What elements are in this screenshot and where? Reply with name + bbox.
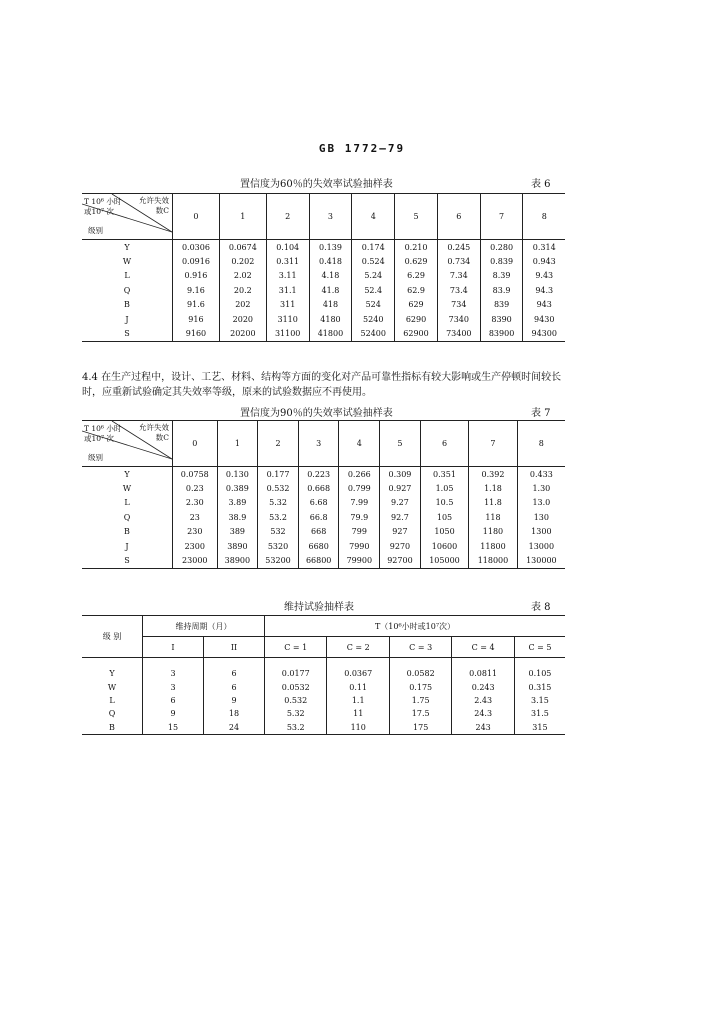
table6-diagonal-header xyxy=(82,194,173,240)
table8-period-header: 维持周期（月） xyxy=(143,616,265,637)
table8-grade: Q xyxy=(108,709,116,719)
table8-period-cell: 6 xyxy=(143,694,204,707)
table6-cell: 52400 xyxy=(352,326,395,341)
table7-cell: 130 xyxy=(517,510,565,524)
table8-c-col: C = 2 xyxy=(327,637,389,658)
table8-row xyxy=(82,658,565,681)
table7-diag-tr-2: 数C xyxy=(155,433,169,442)
table7-col-header: 8 xyxy=(517,421,565,467)
table7-cell: 23 xyxy=(173,510,218,524)
table6-cell: 20200 xyxy=(219,326,266,341)
table7-cell: 6680 xyxy=(298,539,339,553)
table7-cell: 118000 xyxy=(469,553,517,568)
table8-c-cell: 1.75 xyxy=(389,694,451,707)
table6-cell: 0.734 xyxy=(437,254,480,268)
table7-grade: J xyxy=(125,541,129,551)
table7-diagonal-header xyxy=(82,421,173,467)
table6-cell: 94.3 xyxy=(523,283,565,297)
table7-cell: 79900 xyxy=(339,553,380,568)
table7-diag-tr-1: 允许失效 xyxy=(139,423,169,432)
table6-grade: W xyxy=(122,257,132,267)
table6-diag-tl-1: T 10⁶ 小时 xyxy=(84,197,122,206)
table7-cell: 2300 xyxy=(173,539,218,553)
table8-c-cell: 0.175 xyxy=(389,680,451,693)
table7-grade: Q xyxy=(123,512,131,522)
table6-cell: 0.839 xyxy=(480,254,523,268)
table7-grade: W xyxy=(122,484,132,494)
table8-c-cell: 53.2 xyxy=(265,721,327,735)
table6-col-header: 3 xyxy=(309,194,352,240)
table8-grade: W xyxy=(107,682,117,692)
table6-cell: 20.2 xyxy=(219,283,266,297)
table7-label: 表 7 xyxy=(531,408,551,419)
table6-grade: J xyxy=(125,314,129,324)
table7-cell: 0.351 xyxy=(420,467,468,482)
table7-cell: 0.130 xyxy=(217,467,258,482)
table6-cell: 0.104 xyxy=(266,240,309,255)
table7-cell: 1.05 xyxy=(420,481,468,495)
table8-c-cell: 0.532 xyxy=(265,694,327,707)
table6-cell: 94300 xyxy=(523,326,565,341)
table7-cell: 9.27 xyxy=(380,496,421,510)
table7-cell: 532 xyxy=(258,525,299,539)
table6-cell: 0.943 xyxy=(523,254,565,268)
table6-cell: 943 xyxy=(523,298,565,312)
table8-period-cell: 15 xyxy=(143,721,204,735)
table7-cell: 66.8 xyxy=(298,510,339,524)
table7-cell: 1.18 xyxy=(469,481,517,495)
table6-cell: 83.9 xyxy=(480,283,523,297)
table6-cell: 0.280 xyxy=(480,240,523,255)
table6-row xyxy=(82,312,565,326)
table8-c-cell: 0.0367 xyxy=(327,658,389,681)
table8-grade: B xyxy=(109,722,115,732)
table6-col-header: 8 xyxy=(523,194,565,240)
table6-col-header: 4 xyxy=(352,194,395,240)
table8-c-cell: 1.1 xyxy=(327,694,389,707)
table6-cell: 31100 xyxy=(266,326,309,341)
table8-period-col: I xyxy=(143,637,204,658)
table7-cell: 668 xyxy=(298,525,339,539)
paragraph-4-4: 4.4 在生产过程中，设计、工艺、材料、结构等方面的变化对产品可靠性指标有较大影响或生产停顿时间较长时，应重新试验确定其失效率等级，原来的试验数据应不再使用。 xyxy=(82,372,562,398)
table6-diag-tr-1: 允许失效 xyxy=(139,196,169,205)
table8-period-cell: 18 xyxy=(204,707,265,720)
table6-cell: 3.11 xyxy=(266,269,309,283)
table7-cell: 0.389 xyxy=(217,481,258,495)
table6-cell: 62900 xyxy=(395,326,438,341)
table7-cell: 7990 xyxy=(339,539,380,553)
table6-cell: 0.0306 xyxy=(173,240,220,255)
table7-col-header: 6 xyxy=(420,421,468,467)
table6-row xyxy=(82,240,565,255)
table8-c-col: C = 1 xyxy=(265,637,327,658)
table7-col-header: 4 xyxy=(339,421,380,467)
table6-cell: 91.6 xyxy=(173,298,220,312)
table6-cell: 0.311 xyxy=(266,254,309,268)
table6-cell: 0.210 xyxy=(395,240,438,255)
table7-cell: 7.99 xyxy=(339,496,380,510)
table8-period-cell: 3 xyxy=(143,680,204,693)
table7-cell: 118 xyxy=(469,510,517,524)
table8-c-cell: 315 xyxy=(514,721,565,735)
table7-grade: B xyxy=(124,527,130,537)
table8-c-cell: 0.0582 xyxy=(389,658,451,681)
table7-cell: 0.223 xyxy=(298,467,339,482)
table7 xyxy=(82,420,565,569)
table8-c-cell: 110 xyxy=(327,721,389,735)
table8-period-cell: 3 xyxy=(143,658,204,681)
table7-col-header: 0 xyxy=(173,421,218,467)
table7-row xyxy=(82,510,565,524)
table7-cell: 13000 xyxy=(517,539,565,553)
table7-row xyxy=(82,525,565,539)
table8-c-cell: 0.243 xyxy=(452,680,514,693)
table7-diag-tl-2: 或10⁷ 次 xyxy=(84,434,114,443)
table6-diag-bottom: 级别 xyxy=(88,226,103,235)
table8-c-cell: 24.3 xyxy=(452,707,514,720)
table8-grade: L xyxy=(109,695,115,705)
table7-cell: 92.7 xyxy=(380,510,421,524)
table7-cell: 0.309 xyxy=(380,467,421,482)
table7-cell: 230 xyxy=(173,525,218,539)
table8-period-cell: 9 xyxy=(143,707,204,720)
table6-cell: 62.9 xyxy=(395,283,438,297)
table6-col-header: 5 xyxy=(395,194,438,240)
table6-cell: 734 xyxy=(437,298,480,312)
table6-cell: 8.39 xyxy=(480,269,523,283)
table7-diag-bottom: 级别 xyxy=(88,453,103,462)
table6-cell: 6.29 xyxy=(395,269,438,283)
table6-cell: 2020 xyxy=(219,312,266,326)
table8-grade-header: 级 别 xyxy=(82,616,143,658)
table8-row xyxy=(82,680,565,693)
table8-c-cell: 3.15 xyxy=(514,694,565,707)
table6-cell: 41.8 xyxy=(309,283,352,297)
table8-c-cell: 175 xyxy=(389,721,451,735)
table7-cell: 9270 xyxy=(380,539,421,553)
table6-col-header: 2 xyxy=(266,194,309,240)
table6-cell: 0.174 xyxy=(352,240,395,255)
table6-cell: 0.0674 xyxy=(219,240,266,255)
table8-c-cell: 17.5 xyxy=(389,707,451,720)
table7-cell: 130000 xyxy=(517,553,565,568)
table7-cell: 0.177 xyxy=(258,467,299,482)
table7-cell: 1180 xyxy=(469,525,517,539)
table6-cell: 73.4 xyxy=(437,283,480,297)
table7-cell: 3890 xyxy=(217,539,258,553)
table8-period-col: II xyxy=(204,637,265,658)
table6-cell: 9.43 xyxy=(523,269,565,283)
table6-cell: 73400 xyxy=(437,326,480,341)
table6-grade: Y xyxy=(124,242,130,252)
table7-cell: 6.68 xyxy=(298,496,339,510)
table7-col-header: 5 xyxy=(380,421,421,467)
table6-grade: Q xyxy=(123,285,131,295)
table6-body xyxy=(82,240,565,342)
table8-grade: Y xyxy=(109,669,115,679)
table6-cell: 9160 xyxy=(173,326,220,341)
table6-cell: 7.34 xyxy=(437,269,480,283)
table6-col-header: 7 xyxy=(480,194,523,240)
table6-cell: 0.202 xyxy=(219,254,266,268)
table7-diag-tl-1: T 10⁶ 小时 xyxy=(84,424,122,433)
table7-cell: 0.799 xyxy=(339,481,380,495)
table6-cell: 4180 xyxy=(309,312,352,326)
table7-row xyxy=(82,496,565,510)
table7-cell: 0.927 xyxy=(380,481,421,495)
table7-cell: 3.89 xyxy=(217,496,258,510)
table7-cell: 2.30 xyxy=(173,496,218,510)
table6-col-header: 6 xyxy=(437,194,480,240)
table7-row xyxy=(82,539,565,553)
table8-period-cell: 9 xyxy=(204,694,265,707)
table8-t-header: T（10⁶小时或10⁷次） xyxy=(265,616,566,637)
table8-period-cell: 6 xyxy=(204,680,265,693)
table6-cell: 418 xyxy=(309,298,352,312)
table6-grade: L xyxy=(124,271,130,281)
table6-col-header: 0 xyxy=(173,194,220,240)
table8-label: 表 8 xyxy=(531,602,551,613)
table7-body xyxy=(82,467,565,569)
table6-row xyxy=(82,283,565,297)
table7-row xyxy=(82,481,565,495)
table6-cell: 2.02 xyxy=(219,269,266,283)
table7-cell: 0.668 xyxy=(298,481,339,495)
table7-cell: 0.392 xyxy=(469,467,517,482)
table6-cell: 83900 xyxy=(480,326,523,341)
table7-cell: 1300 xyxy=(517,525,565,539)
table8-c-cell: 11 xyxy=(327,707,389,720)
table6-cell: 0.314 xyxy=(523,240,565,255)
table7-col-header: 1 xyxy=(217,421,258,467)
table6-diag-tl-2: 或10⁷ 次 xyxy=(84,207,114,216)
table7-col-header: 3 xyxy=(298,421,339,467)
table7-grade: S xyxy=(124,556,130,566)
table8-c-col: C = 3 xyxy=(389,637,451,658)
table8-title: 维持试验抽样表 xyxy=(284,602,354,613)
table6-cell: 8390 xyxy=(480,312,523,326)
table7-grade: Y xyxy=(124,469,130,479)
table7-cell: 0.0758 xyxy=(173,467,218,482)
table7-cell: 105 xyxy=(420,510,468,524)
table7-cell: 79.9 xyxy=(339,510,380,524)
table7-cell: 38.9 xyxy=(217,510,258,524)
table8-c-cell: 0.11 xyxy=(327,680,389,693)
table8-period-cell: 6 xyxy=(204,658,265,681)
table7-cell: 53200 xyxy=(258,553,299,568)
table7-col-header: 7 xyxy=(469,421,517,467)
table6-cell: 4.18 xyxy=(309,269,352,283)
table6-cell: 0.139 xyxy=(309,240,352,255)
table6-cell: 916 xyxy=(173,312,220,326)
table6-cell: 839 xyxy=(480,298,523,312)
table6-cell: 5240 xyxy=(352,312,395,326)
table6-row xyxy=(82,298,565,312)
table6-cell: 7340 xyxy=(437,312,480,326)
table6-cell: 0.0916 xyxy=(173,254,220,268)
table7-cell: 10.5 xyxy=(420,496,468,510)
table7-row xyxy=(82,467,565,482)
table6-cell: 0.629 xyxy=(395,254,438,268)
table6-cell: 9430 xyxy=(523,312,565,326)
table8 xyxy=(82,615,565,735)
table8-row xyxy=(82,721,565,735)
table6-row xyxy=(82,269,565,283)
table8-c-cell: 243 xyxy=(452,721,514,735)
table6-cell: 9.16 xyxy=(173,283,220,297)
table6-cell: 6290 xyxy=(395,312,438,326)
table6-grade: B xyxy=(124,300,130,310)
table8-c-cell: 0.0177 xyxy=(265,658,327,681)
table7-cell: 5320 xyxy=(258,539,299,553)
table6-label: 表 6 xyxy=(531,179,551,190)
table6-cell: 524 xyxy=(352,298,395,312)
table6-cell: 3110 xyxy=(266,312,309,326)
table6-cell: 629 xyxy=(395,298,438,312)
table7-cell: 11.8 xyxy=(469,496,517,510)
table8-c-cell: 31.5 xyxy=(514,707,565,720)
table8-row xyxy=(82,694,565,707)
table7-cell: 0.266 xyxy=(339,467,380,482)
table7-cell: 92700 xyxy=(380,553,421,568)
table8-c-cell: 5.32 xyxy=(265,707,327,720)
table7-cell: 1050 xyxy=(420,525,468,539)
table7-cell: 13.0 xyxy=(517,496,565,510)
table6-col-header: 1 xyxy=(219,194,266,240)
table7-cell: 105000 xyxy=(420,553,468,568)
table7-grade: L xyxy=(124,498,130,508)
table8-c-col: C = 5 xyxy=(514,637,565,658)
table6-cell: 202 xyxy=(219,298,266,312)
table6-row xyxy=(82,326,565,341)
table7-row xyxy=(82,553,565,568)
table8-row xyxy=(82,707,565,720)
table7-cell: 23000 xyxy=(173,553,218,568)
table6-cell: 0.524 xyxy=(352,254,395,268)
table7-cell: 38900 xyxy=(217,553,258,568)
table6-row xyxy=(82,254,565,268)
table6-cell: 52.4 xyxy=(352,283,395,297)
table8-c-cell: 0.105 xyxy=(514,658,565,681)
table7-cell: 11800 xyxy=(469,539,517,553)
table6-cell: 31.1 xyxy=(266,283,309,297)
table6-cell: 0.916 xyxy=(173,269,220,283)
table8-c-cell: 0.315 xyxy=(514,680,565,693)
table8-c-col: C = 4 xyxy=(452,637,514,658)
table7-cell: 53.2 xyxy=(258,510,299,524)
document-header: GB 1772—79 xyxy=(318,142,406,155)
table7-cell: 1.30 xyxy=(517,481,565,495)
table6-grade: S xyxy=(124,329,130,339)
table8-c-cell: 0.0811 xyxy=(452,658,514,681)
table6-cell: 0.245 xyxy=(437,240,480,255)
table7-title: 置信度为90％的失效率试验抽样表 xyxy=(240,408,393,419)
table7-cell: 0.433 xyxy=(517,467,565,482)
table7-col-header: 2 xyxy=(258,421,299,467)
table7-cell: 0.532 xyxy=(258,481,299,495)
table8-c-cell: 2.43 xyxy=(452,694,514,707)
table6-cell: 311 xyxy=(266,298,309,312)
table7-cell: 5.32 xyxy=(258,496,299,510)
table8-period-cell: 24 xyxy=(204,721,265,735)
table6-diag-tr-2: 数C xyxy=(155,206,169,215)
table8-c-cell: 0.0532 xyxy=(265,680,327,693)
table7-cell: 799 xyxy=(339,525,380,539)
table6-cell: 0.418 xyxy=(309,254,352,268)
table6-cell: 5.24 xyxy=(352,269,395,283)
table6 xyxy=(82,193,565,342)
table7-cell: 0.23 xyxy=(173,481,218,495)
table8-body xyxy=(82,658,565,735)
table7-cell: 66800 xyxy=(298,553,339,568)
table6-title: 置信度为60％的失效率试验抽样表 xyxy=(240,179,393,190)
table6-cell: 41800 xyxy=(309,326,352,341)
table7-cell: 389 xyxy=(217,525,258,539)
table7-cell: 927 xyxy=(380,525,421,539)
table7-cell: 10600 xyxy=(420,539,468,553)
